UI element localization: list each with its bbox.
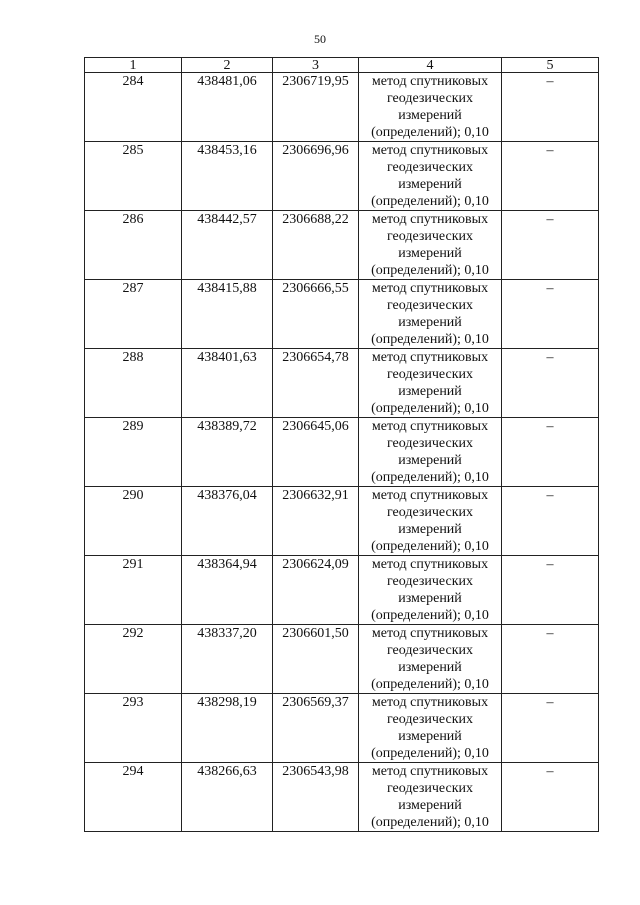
- point-number-cell: 287: [85, 280, 182, 349]
- method-line: геодезических: [386, 160, 473, 175]
- point-number-cell: 293: [85, 694, 182, 763]
- column-header: 5: [502, 58, 599, 73]
- note-cell: –: [502, 556, 599, 625]
- column-header: 1: [85, 58, 182, 73]
- y-coordinate-cell: 2306632,91: [273, 487, 359, 556]
- x-coordinate-cell: 438415,88: [182, 280, 273, 349]
- y-coordinate-cell: 2306654,78: [273, 349, 359, 418]
- method-line: (определений); 0,10: [371, 401, 489, 416]
- table-row: [85, 487, 599, 556]
- table-row: [85, 73, 599, 142]
- method-line: геодезических: [386, 436, 473, 451]
- table-row: [85, 625, 599, 694]
- point-number-cell: 288: [85, 349, 182, 418]
- table-row: [85, 280, 599, 349]
- method-line: геодезических: [386, 505, 473, 520]
- method-line: измерений: [398, 660, 462, 675]
- point-number-cell: 289: [85, 418, 182, 487]
- method-cell: [359, 694, 502, 763]
- table-row: [85, 763, 599, 832]
- method-line: (определений); 0,10: [371, 815, 489, 830]
- method-line: метод спутниковых: [371, 557, 489, 572]
- note-cell: –: [502, 73, 599, 142]
- method-line: (определений); 0,10: [371, 608, 489, 623]
- method-cell: [359, 73, 502, 142]
- x-coordinate-cell: 438266,63: [182, 763, 273, 832]
- method-line: измерений: [398, 522, 462, 537]
- method-line: (определений); 0,10: [371, 263, 489, 278]
- method-line: измерений: [398, 729, 462, 744]
- method-cell: [359, 142, 502, 211]
- point-number-cell: 290: [85, 487, 182, 556]
- column-header: 2: [182, 58, 273, 73]
- x-coordinate-cell: 438389,72: [182, 418, 273, 487]
- method-line: измерений: [398, 246, 462, 261]
- method-cell: [359, 556, 502, 625]
- table-row: [85, 556, 599, 625]
- point-number-cell: 285: [85, 142, 182, 211]
- note-cell: –: [502, 280, 599, 349]
- method-line: измерений: [398, 798, 462, 813]
- y-coordinate-cell: 2306645,06: [273, 418, 359, 487]
- x-coordinate-cell: 438337,20: [182, 625, 273, 694]
- y-coordinate-cell: 2306543,98: [273, 763, 359, 832]
- method-line: геодезических: [386, 298, 473, 313]
- y-coordinate-cell: 2306569,37: [273, 694, 359, 763]
- page-number: 50: [314, 32, 326, 46]
- note-cell: –: [502, 349, 599, 418]
- table-row: [85, 418, 599, 487]
- x-coordinate-cell: 438481,06: [182, 73, 273, 142]
- method-line: (определений); 0,10: [371, 194, 489, 209]
- method-line: геодезических: [386, 367, 473, 382]
- note-cell: –: [502, 694, 599, 763]
- y-coordinate-cell: 2306688,22: [273, 211, 359, 280]
- method-line: метод спутниковых: [371, 419, 489, 434]
- method-line: геодезических: [386, 643, 473, 658]
- x-coordinate-cell: 438401,63: [182, 349, 273, 418]
- method-line: геодезических: [386, 91, 473, 106]
- method-line: метод спутниковых: [371, 281, 489, 296]
- method-line: (определений); 0,10: [371, 470, 489, 485]
- method-line: (определений); 0,10: [371, 125, 489, 140]
- note-cell: –: [502, 625, 599, 694]
- method-line: геодезических: [386, 574, 473, 589]
- method-line: метод спутниковых: [371, 212, 489, 227]
- note-cell: –: [502, 763, 599, 832]
- point-number-cell: 292: [85, 625, 182, 694]
- method-line: метод спутниковых: [371, 488, 489, 503]
- method-line: (определений); 0,10: [371, 332, 489, 347]
- method-cell: [359, 280, 502, 349]
- method-line: метод спутниковых: [371, 626, 489, 641]
- method-line: измерений: [398, 108, 462, 123]
- method-line: метод спутниковых: [371, 764, 489, 779]
- method-line: измерений: [398, 591, 462, 606]
- note-cell: –: [502, 487, 599, 556]
- y-coordinate-cell: 2306719,95: [273, 73, 359, 142]
- method-line: геодезических: [386, 781, 473, 796]
- point-number-cell: 286: [85, 211, 182, 280]
- note-cell: –: [502, 142, 599, 211]
- method-line: измерений: [398, 384, 462, 399]
- note-cell: –: [502, 418, 599, 487]
- x-coordinate-cell: 438298,19: [182, 694, 273, 763]
- table-body: [85, 73, 599, 832]
- method-line: измерений: [398, 453, 462, 468]
- method-line: (определений); 0,10: [371, 746, 489, 761]
- method-cell: [359, 211, 502, 280]
- method-cell: [359, 349, 502, 418]
- x-coordinate-cell: 438364,94: [182, 556, 273, 625]
- table-row: [85, 349, 599, 418]
- point-number-cell: 284: [85, 73, 182, 142]
- method-cell: [359, 625, 502, 694]
- x-coordinate-cell: 438376,04: [182, 487, 273, 556]
- method-line: метод спутниковых: [371, 74, 489, 89]
- table-row: [85, 142, 599, 211]
- point-number-cell: 291: [85, 556, 182, 625]
- method-line: (определений); 0,10: [371, 539, 489, 554]
- method-line: измерений: [398, 315, 462, 330]
- method-cell: [359, 418, 502, 487]
- method-line: (определений); 0,10: [371, 677, 489, 692]
- y-coordinate-cell: 2306666,55: [273, 280, 359, 349]
- table-row: [85, 694, 599, 763]
- x-coordinate-cell: 438442,57: [182, 211, 273, 280]
- method-line: метод спутниковых: [371, 143, 489, 158]
- y-coordinate-cell: 2306624,09: [273, 556, 359, 625]
- method-cell: [359, 763, 502, 832]
- x-coordinate-cell: 438453,16: [182, 142, 273, 211]
- method-cell: [359, 487, 502, 556]
- point-number-cell: 294: [85, 763, 182, 832]
- coordinates-table: [84, 57, 599, 832]
- method-line: геодезических: [386, 229, 473, 244]
- column-header: 4: [359, 58, 502, 73]
- table-row: [85, 211, 599, 280]
- method-line: метод спутниковых: [371, 350, 489, 365]
- column-header: 3: [273, 58, 359, 73]
- y-coordinate-cell: 2306696,96: [273, 142, 359, 211]
- method-line: метод спутниковых: [371, 695, 489, 710]
- method-line: измерений: [398, 177, 462, 192]
- table-header-row: [85, 58, 599, 73]
- method-line: геодезических: [386, 712, 473, 727]
- y-coordinate-cell: 2306601,50: [273, 625, 359, 694]
- note-cell: –: [502, 211, 599, 280]
